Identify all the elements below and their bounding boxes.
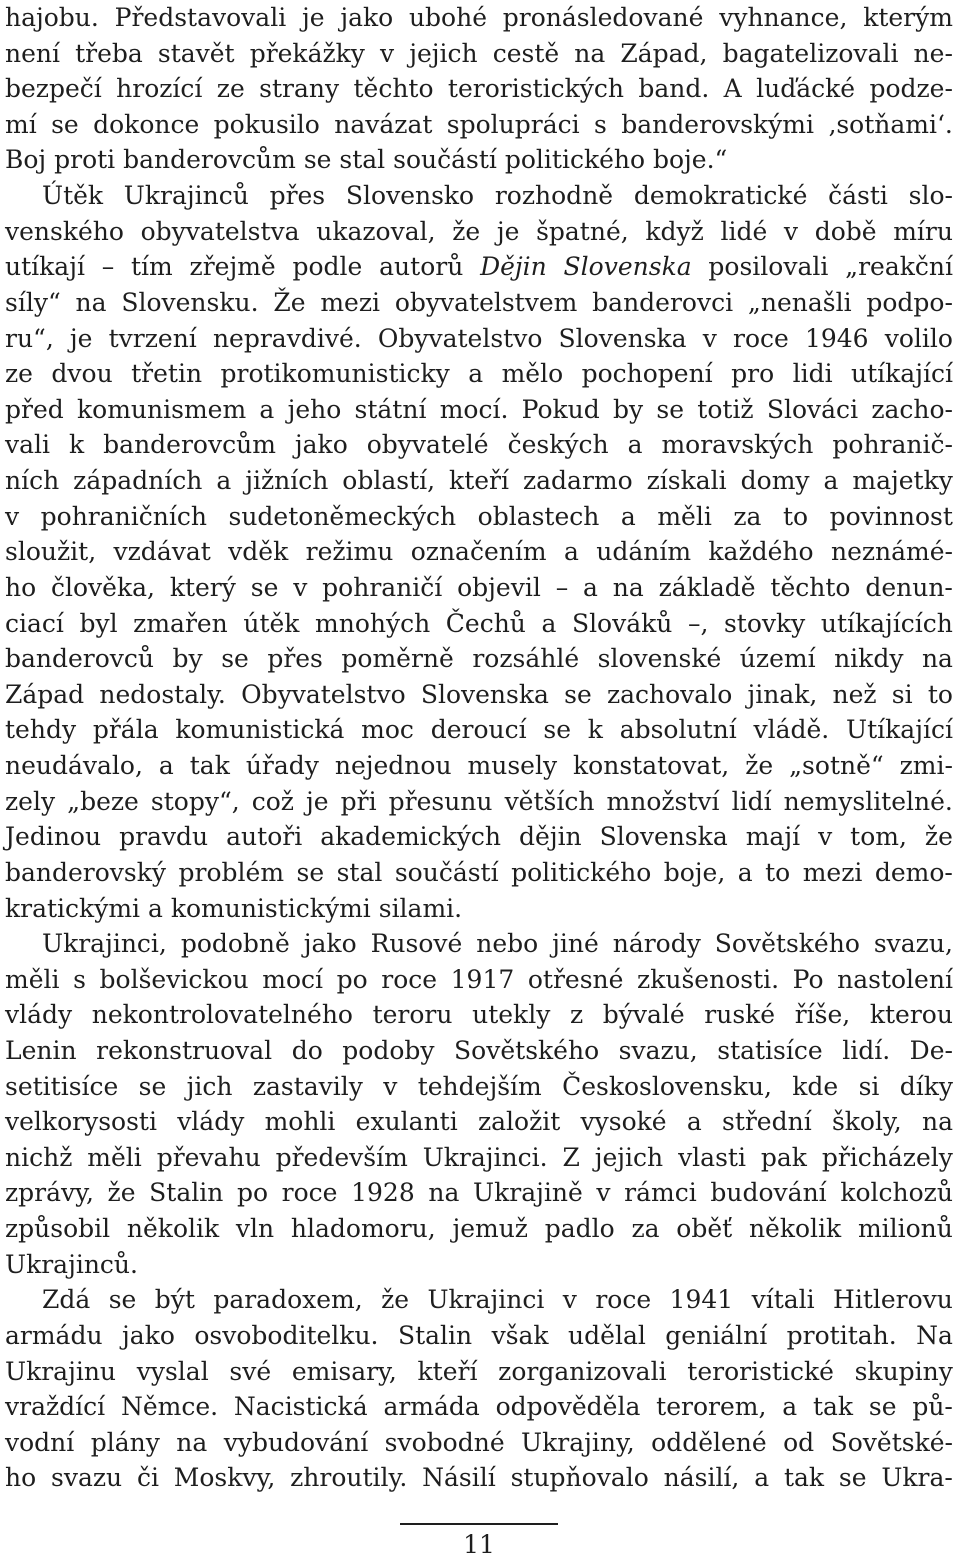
text-line: nichž měli převahu především Ukrajinci. Z jejich vlasti pak přicházely xyxy=(5,1142,953,1172)
text-line: sloužit, vzdávat vděk režimu označením a udáním každého neznámé- xyxy=(5,537,953,567)
page-number: 11 xyxy=(463,1530,495,1559)
text-line: způsobil několik vln hladomoru, jemuž padlo za oběť několik milionů xyxy=(5,1214,953,1244)
text-line: setitisíce se jich zastavily v tehdejším Československu, kde si díky xyxy=(5,1071,953,1101)
text-line: ho svazu či Moskvy, zhroutily. Násilí stupňovalo násilí, a tak se Ukra- xyxy=(5,1463,953,1493)
text-line: Západ nedostaly. Obyvatelstvo Slovenska se zachovalo jinak, než si to xyxy=(5,679,953,709)
text-line: mí se dokonce pokusilo navázat spolupráci s banderovskými ‚sotňami‘. xyxy=(5,109,953,139)
text-line: ních západních a jižních oblastí, kteří zadarmo získali domy a majetky xyxy=(5,466,953,496)
text-line: Ukrajinců. xyxy=(5,1249,138,1279)
text-line: síly“ na Slovensku. Že mezi obyvatelstvem banderovci „nenašli podpo- xyxy=(5,287,953,317)
text-line: ho člověka, který se v pohraničí objevil – a na základě těchto denun- xyxy=(5,572,953,602)
text-line: hajobu. Představovali je jako ubohé pronásledované vyhnance, kterým xyxy=(5,3,953,32)
text-line: tehdy přála komunistická moc deroucí se k absolutní vládě. Utíkající xyxy=(5,715,953,745)
text-line: banderovský problém se stal součástí politického boje, a to mezi demo- xyxy=(5,857,953,887)
text-line: Ukrajinu vyslal své emisary, kteří zorganizovali teroristické skupiny xyxy=(5,1356,953,1386)
text-line: bezpečí hrozící ze strany těchto teroristických band. A luďácké podze- xyxy=(5,74,953,104)
text-line: zprávy, že Stalin po roce 1928 na Ukrajině v rámci budování kolchozů xyxy=(5,1178,953,1208)
text-line: není třeba stavět překážky v jejich cestě na Západ, bagatelizovali ne- xyxy=(5,38,953,68)
text-line: Boj proti banderovcům se stal součástí politického boje.“ xyxy=(5,145,728,175)
text-line: kratickými a komunistickými silami. xyxy=(5,893,463,923)
text-line: armádu jako osvoboditelku. Stalin však udělal geniální protitah. Na xyxy=(5,1320,953,1350)
text-line: venského obyvatelstva ukazoval, že je špatné, když lidé v době míru xyxy=(5,216,953,246)
text-line: v pohraničních sudetoněmeckých oblastech a měli za to povinnost xyxy=(5,501,953,531)
text-line: banderovců by se přes poměrně rozsáhlé slovenské území nikdy na xyxy=(5,644,953,674)
text-line: utíkají – tím zřejmě podle autorů Dějin Slovenska posilovali „reakční xyxy=(5,252,953,282)
text-line: Lenin rekonstruoval do podoby Sovětského svazu, statisíce lidí. De- xyxy=(5,1035,953,1065)
text-line: vraždící Němce. Nacistická armáda odpověděla terorem, a tak se pů- xyxy=(5,1392,953,1422)
text-line: zely „beze stopy“, což je při přesunu větších množství lidí nemyslitelné. xyxy=(5,786,953,816)
text-line: ciací byl zmařen útěk mnohých Čechů a Slováků –, stovky utíkajících xyxy=(5,608,953,638)
text-line: Útěk Ukrajinců přes Slovensko rozhodně demokratické části slo- xyxy=(42,181,953,211)
text-line: Jedinou pravdu autoři akademických dějin Slovenska mají v tom, že xyxy=(5,822,953,852)
footer-rule xyxy=(400,1523,558,1525)
text-line: měli s bolševickou mocí po roce 1917 otřesné zkušenosti. Po nastolení xyxy=(5,964,953,994)
text-line: ze dvou třetin protikomunisticky a mělo pochopení pro lidi utíkající xyxy=(5,359,953,389)
text-line: vodní plány na vybudování svobodné Ukrajiny, oddělené od Sovětské- xyxy=(5,1427,953,1457)
text-line: vlády nekontrolovatelného teroru utekly z bývalé ruské říše, kterou xyxy=(5,1000,953,1030)
text-line: Ukrajinci, podobně jako Rusové nebo jiné národy Sovětského svazu, xyxy=(42,929,953,959)
text-line: velkorysosti vlády mohli exulanti založit vysoké a střední školy, na xyxy=(5,1107,953,1137)
text-line: Zdá se být paradoxem, že Ukrajinci v roce 1941 vítali Hitlerovu xyxy=(42,1285,953,1315)
text-line: před komunismem a jeho státní mocí. Pokud by se totiž Slováci zacho- xyxy=(5,394,953,424)
text-line: vali k banderovcům jako obyvatelé českých a moravských pohranič- xyxy=(5,430,953,460)
text-line: ru“, je tvrzení nepravdivé. Obyvatelstvo Slovenska v roce 1946 volilo xyxy=(5,323,953,353)
text-line: neudávalo, a tak úřady nejednou musely konstatovat, že „sotně“ zmi- xyxy=(5,751,953,781)
